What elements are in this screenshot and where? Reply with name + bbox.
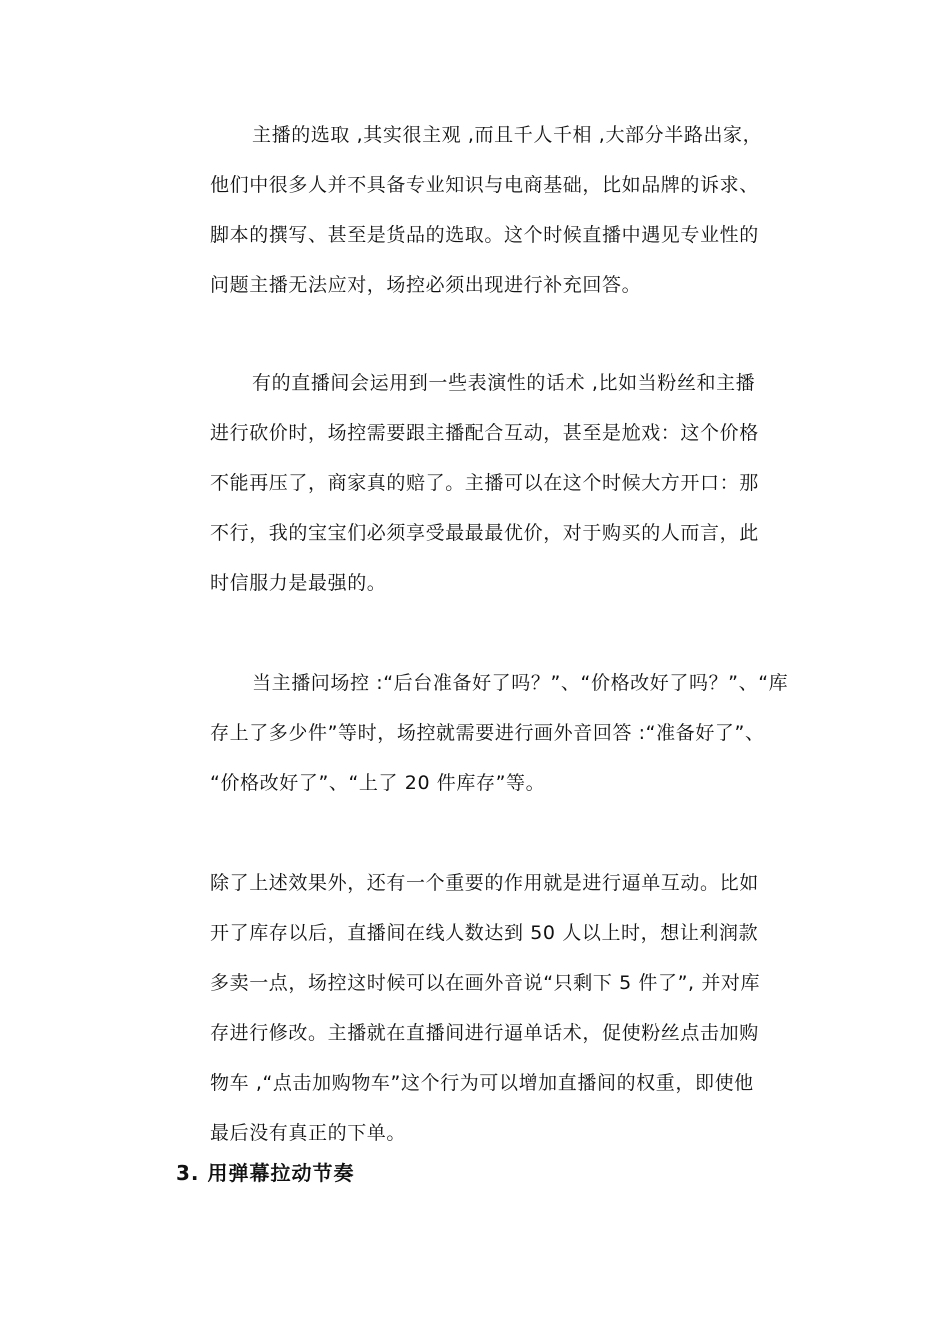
- paragraph-voiceover-answers: [210, 658, 810, 808]
- text-line: 当主播问场控 :“后台准备好了吗？”、“价格改好了吗？”、“库: [252, 672, 789, 694]
- text-line: 进行砍价时，场控需要跟主播配合互动，甚至是尬戏：这个价格: [210, 422, 759, 444]
- text-line: 主播的选取 ,其实很主观 ,而且千人千相 ,大部分半路出家，: [252, 124, 763, 146]
- text-line: 物车 ,“点击加购物车”这个行为可以增加直播间的权重，即使他: [210, 1072, 754, 1094]
- text-line: 不行，我的宝宝们必须享受最最最优价，对于购买的人而言，此: [210, 522, 759, 544]
- paragraph-anchor-selection: [210, 110, 810, 310]
- text-line: 脚本的撰写、甚至是货品的选取。这个时候直播中遇见专业性的: [210, 224, 759, 246]
- paragraph-performance-script: [210, 358, 810, 608]
- text-line: 他们中很多人并不具备专业知识与电商基础，比如品牌的诉求、: [210, 174, 759, 196]
- section-heading: 3. 用弹幕拉动节奏: [176, 1161, 355, 1185]
- paragraph-urgency-interaction: [210, 858, 810, 1158]
- text-line: “价格改好了”、“上了 20 件库存”等。: [210, 772, 546, 794]
- text-line: 开了库存以后，直播间在线人数达到 50 人以上时，想让利润款: [210, 922, 759, 944]
- text-line: 多卖一点，场控这时候可以在画外音说“只剩下 5 件了”, 并对库: [210, 972, 761, 994]
- text-line: 除了上述效果外，还有一个重要的作用就是进行逼单互动。比如: [210, 872, 759, 894]
- text-line: 有的直播间会运用到一些表演性的话术 ,比如当粉丝和主播: [252, 372, 756, 394]
- text-line: 问题主播无法应对，场控必须出现进行补充回答。: [210, 274, 642, 296]
- text-line: 存进行修改。主播就在直播间进行逼单话术，促使粉丝点击加购: [210, 1022, 759, 1044]
- text-line: 存上了多少件”等时，场控就需要进行画外音回答 :“准备好了”、: [210, 722, 765, 744]
- text-line: 最后没有真正的下单。: [210, 1122, 407, 1144]
- text-line: 不能再压了，商家真的赔了。主播可以在这个时候大方开口：那: [210, 472, 759, 494]
- text-line: 时信服力是最强的。: [210, 572, 387, 594]
